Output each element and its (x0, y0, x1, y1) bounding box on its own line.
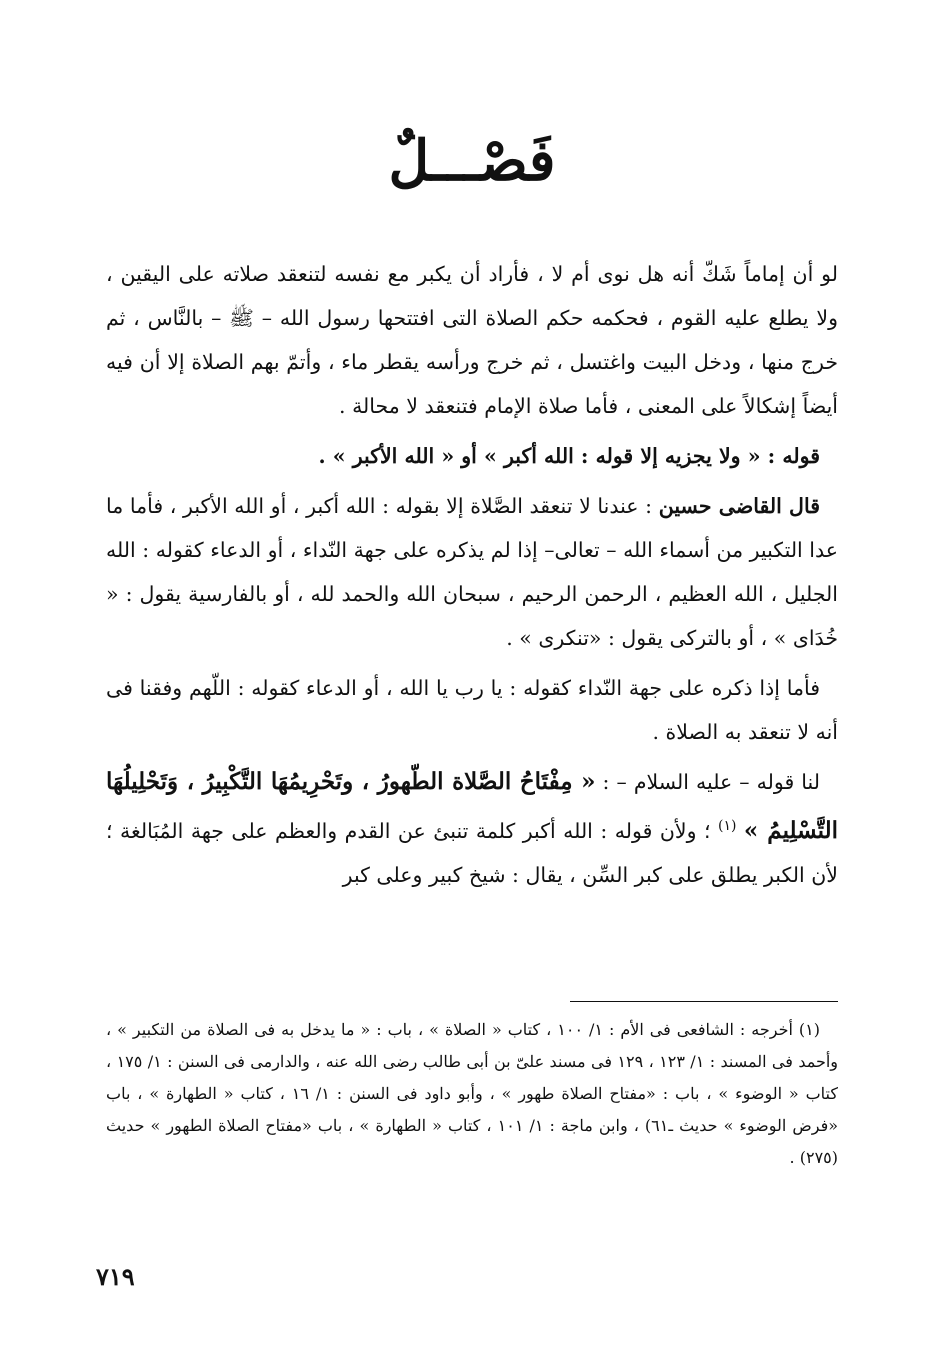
paragraph-5-intro: لنا قوله – عليه السلام – : (595, 770, 820, 794)
footnotes (106, 1014, 838, 1174)
paragraph-3-text: : عندنا لا تنعقد الصَّلاة إلا بقوله : الله أكبر ، أو الله الأكبر ، فأما ما عدا التكبير من أسماء الله – تعالى– إذا لم يذكره على جهة النّداء ، أو الدعاء كقوله : الله الجليل ، الله العظيم ، الرحمن الرحيم ، سبحان الله والحمد لله ، أو بالفارسية يقول : « خُدَاى » ، أو بالتركى يقول : «تنكرى » . (106, 494, 838, 650)
quoted-statement: قوله : « ولا يجزيه إلا قوله : الله أكبر » أو « الله الأكبر » . (318, 444, 820, 468)
paragraph-2 (106, 434, 838, 478)
speaker-name: قال القاضى حسين (658, 494, 820, 518)
paragraph-4: فأما إذا ذكره على جهة النّداء كقوله : يا رب يا الله ، أو الدعاء كقوله : اللّهم وفقنا فى أنه لا تنعقد به الصلاة . (106, 676, 838, 744)
hadith-quote: « مِفْتَاحُ الصَّلاة الطّهورُ ، وتَحْرِيمُهَا التَّكْبِيرُ ، وَتَحْلِيلُهَا التَّسْلِيمُ » (106, 768, 838, 844)
footnote-marker: (١) (717, 818, 737, 834)
page-number: ٧١٩ (96, 1262, 135, 1291)
footnote-divider (570, 1001, 838, 1002)
paragraph-5 (106, 760, 838, 897)
section-heading: فَصْـــلٌ (388, 128, 556, 194)
main-text (106, 252, 838, 903)
paragraph-1: لو أن إماماً شَكّ أنه هل نوى أم لا ، فأراد أن يكبر مع نفسه لتنعقد صلاته على اليقين ، ولا يطلع عليه القوم ، فحكمه حكم الصلاة التى افتتحها رسول الله – ﷺ – بالنَّاس ، ثم خرج منها ، ودخل البيت واغتسل ، ثم خرج ورأسه يقطر ماء ، وأتمّ بهم الصلاة إلا أن فيه أيضاً إشكالاً على المعنى ، فأما صلاة الإمام فتنعقد لا محالة . (106, 262, 838, 418)
paragraph-3 (106, 484, 838, 660)
paragraph-5-text: ؛ ولأن قوله : الله أكبر كلمة تنبئ عن القدم والعظم على جهة المُبَالغة ؛ لأن الكبر يطلق على كبر السِّن ، يقال : شيخ كبير وعلى كبر (106, 818, 838, 887)
footnote-1: (١) أخرجه : الشافعى فى الأم : ١/ ١٠٠ ، كتاب « الصلاة » ، باب : « ما يدخل به فى الصلاة من التكبير » ، وأحمد فى المسند : ١/ ١٢٣ ، ١٢٩ فى مسند علىّ بن أبى طالب رضى الله عنه ، والدارمى فى السنن : ١/ ١٧٥ ، كتاب « الوضوء » ، باب : «مفتاح الصلاة طهور » ، وأبو داود فى السنن : ١/ ١٦ ، كتاب « الطهارة » ، باب «فرض الوضوء » حديث ـ٦١) ، وابن ماجة : ١/ ١٠١ ، كتاب « الطهارة » ، باب «مفتاح الصلاة الطهور » حديث (٢٧٥) . (106, 1020, 839, 1167)
